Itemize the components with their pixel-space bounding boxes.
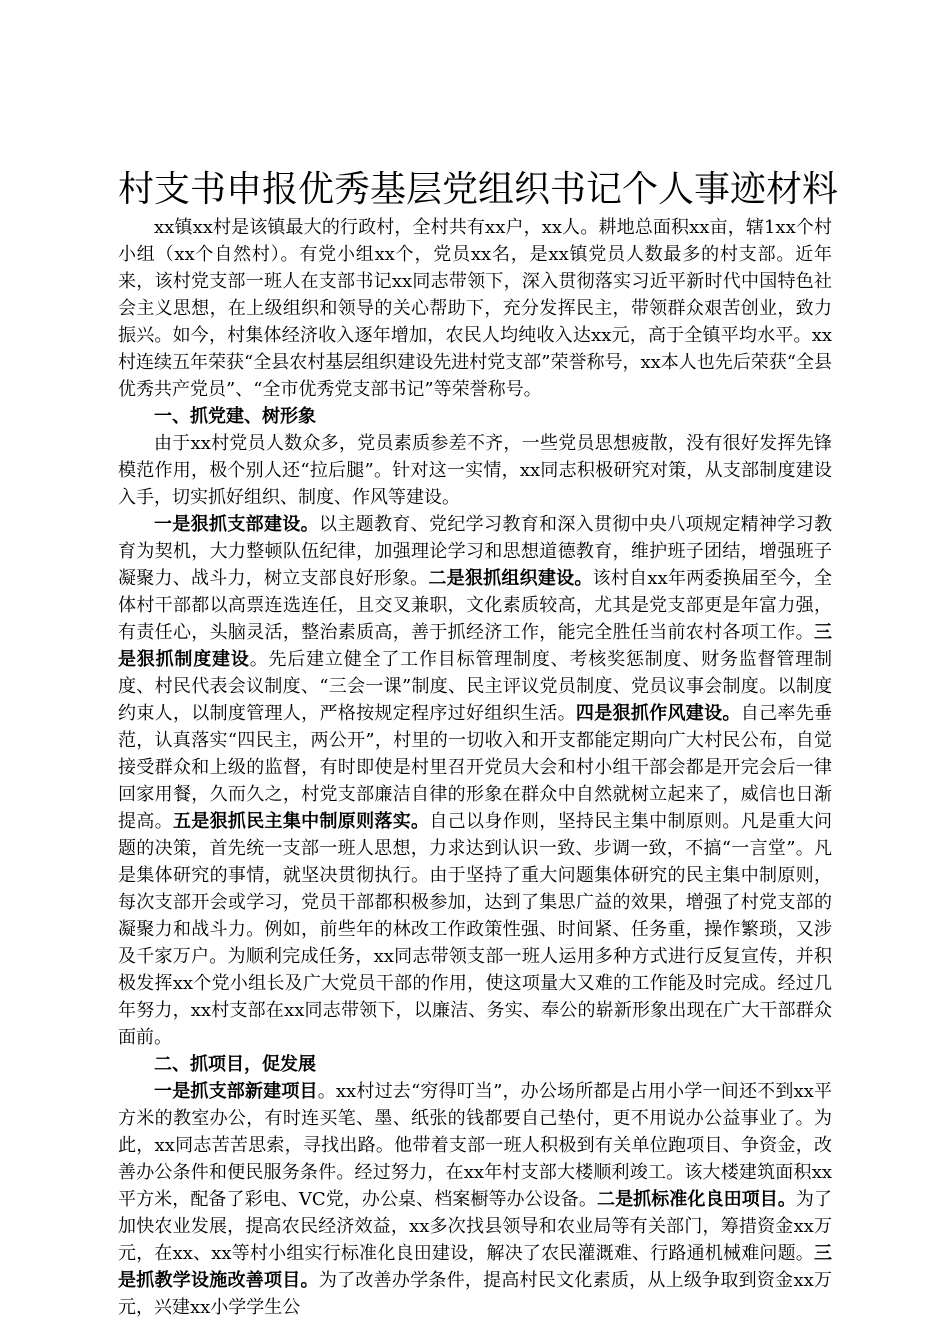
- project-1-heading: 一是抓支部新建项目: [154, 1081, 318, 1102]
- point-5-heading: 五是狠抓民主集中制原则落实。: [172, 811, 430, 832]
- point-3-heading: 三是狠抓制度建设: [118, 622, 832, 670]
- project-3-text: 为了改善办学条件，提高村民文化素质，从上级争取到资金xx万元，兴建xx小学学生公: [118, 1270, 832, 1318]
- project-2-heading: 二是抓标准化良田项目。: [596, 1189, 796, 1210]
- point-1-text: 以主题教育、党纪学习教育和深入贯彻中央八项规定精神学习教育为契机，大力整顿队伍纪律，加强理论学习和思想道德教育，维护班子团结，增强班子凝聚力、战斗力，树立支部良好形象。: [118, 514, 832, 589]
- section-1-paragraph-2: [118, 511, 832, 1051]
- section-2-paragraph: [118, 1078, 832, 1321]
- point-3-text: 。先后建立健全了工作目标管理制度、考核奖惩制度、财务监督管理制度、村民代表会议制度、“三会一课”制度、民主评议党员制度、党员议事会制度。以制度约束人，以制度管理人，严格按规定程序过好组织生活。: [118, 649, 833, 724]
- section-1-paragraph-1: 由于xx村党员人数众多，党员素质参差不齐，一些党员思想疲散，没有很好发挥先锋模范作用，极个别人还“拉后腿”。针对这一实情，xx同志积极研究对策，从支部制度建设入手，切实抓好组织、制度、作风等建设。: [118, 433, 832, 508]
- project-1-text: 。xx村过去“穷得叮当”，办公场所都是占用小学一间还不到xx平方米的教室办公，有时连买笔、墨、纸张的钱都要自己垫付，更不用说办公益事业了。为此，xx同志苦苦思索，寻找出路。他带着支部一班人积极到有关单位跑项目、争资金，改善办公条件和便民服务条件。经过努力，在xx年村支部大楼顺利竣工。该大楼建筑面积xx平方米，配备了彩电、VC党，办公桌、档案橱等办公设备。: [118, 1081, 832, 1210]
- document-page: [118, 168, 839, 1321]
- point-2-heading: 二是狠抓组织建设。: [428, 568, 593, 589]
- project-2-text: 为了加快农业发展，提高农民经济效益，xx多次找县领导和农业局等有关部门，筹措资金xx万元，在xx、xx等村小组实行标准化良田建设，解决了农民灌溉难、行路通机械难问题。: [118, 1189, 833, 1264]
- intro-paragraph: xx镇xx村是该镇最大的行政村，全村共有xx户，xx人。耕地总面积xx亩，辖1xx个村小组（xx个自然村）。有党小组xx个，党员xx名，是xx镇党员人数最多的村支部。近年来，该村党支部一班人在支部书记xx同志带领下，深入贯彻落实习近平新时代中国特色社会主义思想，在上级组织和领导的关心帮助下，充分发挥民主，带领群众艰苦创业，致力振兴。如今，村集体经济收入逐年增加，农民人均纯收入达xx元，高于全镇平均水平。xx村连续五年荣获“全县农村基层组织建设先进村党支部”荣誉称号，xx本人也先后荣获“全县优秀共产党员”、“全市优秀党支部书记”等荣誉称号。: [118, 217, 832, 400]
- point-2-text: 该村自xx年两委换届至今，全体村干部都以高票连选连任，且交叉兼职，文化素质较高，尤其是党支部更是年富力强，有责任心，头脑灵活，整治素质高，善于抓经济工作，能完全胜任当前农村各项工作。: [118, 568, 833, 643]
- section-1-heading: 一、抓党建、树形象: [154, 406, 316, 427]
- point-1-heading: 一是狠抓支部建设。: [154, 514, 319, 535]
- point-4-heading: 四是狠抓作风建设。: [575, 703, 741, 724]
- point-4-text: 自己率先垂范，认真落实“四民主，两公开”，村里的一切收入和开支都能定期向广大村民公布，自觉接受群众和上级的监督，有时即使是村里召开党员大会和村小组干部会都是开完会后一律回家用餐，久而久之，村党支部廉洁自律的形象在群众中自然就树立起来了，威信也日渐提高。: [118, 703, 833, 832]
- section-2-heading: 二、抓项目，促发展: [154, 1054, 316, 1075]
- point-5-text: 自己以身作则，坚持民主集中制原则。凡是重大问题的决策，首先统一支部一班人思想，力求达到认识一致、步调一致，不搞“一言堂”。凡是集体研究的事情，就坚决贯彻执行。由于坚持了重大问题集体研究的民主集中制原则，每次支部开会或学习，党员干部都积极参加，达到了集思广益的效果，增强了村党支部的凝聚力和战斗力。例如，前些年的林改工作政策性强、时间紧、任务重，操作繁琐，又涉及千家万户。为顺利完成任务，xx同志带领支部一班人运用多种方式进行反复宣传，并积极发挥xx个党小组长及广大党员干部的作用，使这项量大又难的工作能及时完成。经过几年努力，xx村支部在xx同志带领下，以廉洁、务实、奉公的崭新形象出现在广大干部群众面前。: [118, 811, 833, 1048]
- project-3-heading: 三是抓教学设施改善项目。: [118, 1243, 832, 1291]
- document-title: 村支书申报优秀基层党组织书记个人事迹材料: [118, 169, 839, 210]
